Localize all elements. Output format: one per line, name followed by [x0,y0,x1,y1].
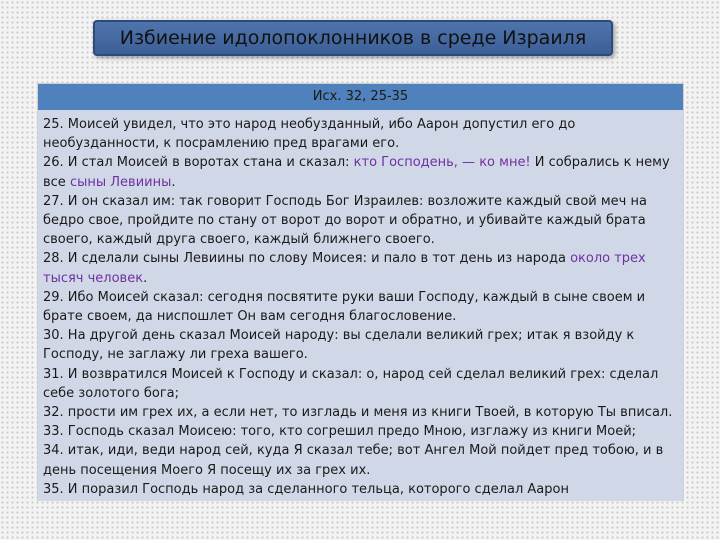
scripture-text [38,110,683,501]
verse-paragraph [43,326,675,364]
scripture-table [37,83,684,501]
verse-paragraph [43,153,675,191]
highlighted-phrase: около трех тысяч человек [43,251,646,286]
verse-text: 33. Господь сказал Моисею: того, кто согрешил предо Мною, изглажу из книги Моей; [43,424,637,440]
verse-text: 26. И стал Моисей в воротах стана и сказал: [43,155,354,171]
verse-paragraph [43,249,675,287]
verse-paragraph [43,422,675,441]
verse-text: 34. итак, иди, веди народ сей, куда Я сказал тебе; вот Ангел Мой пойдет пред тобою, и в день посещения Моего Я посещу их за грех их. [43,443,664,478]
verse-text: И собрались к нему все [43,155,670,190]
verse-text: 28. И сделали сыны Левиины по слову Моисея: и пало в тот день из народа [43,251,571,267]
verse-text: 27. И он сказал им: так говорит Господь Бог Израилев: возложите каждый свой меч на бедро свое, пройдите по стану от ворот до ворот и обратно, и убивайте каждый брата своего, каждый друга своего, каждый ближнего своего. [43,193,647,248]
verse-text: 29. Ибо Моисей сказал: сегодня посвятите руки ваши Господу, каждый в сыне своем и брате своем, да ниспошлет Он вам сегодня благословение. [43,289,646,325]
highlighted-phrase: сыны Левиины [69,174,172,190]
verse-text: 30. На другой день сказал Моисей народу: вы сделали великий грех; итак я взойду к Господу, не заглажу ли греха вашего. [43,328,635,363]
verse-paragraph [43,365,675,403]
verse-paragraph [43,115,675,153]
verse-text: . [143,270,148,286]
verse-paragraph [43,192,675,250]
verse-paragraph [43,441,675,479]
verse-text: 31. И возвратился Моисей к Господу и сказал: о, народ сей сделал великий грех: сделал себе золотого бога; [43,366,659,401]
verse-text: 35. И поразил Господь народ за сделанного тельца, которого сделал Аарон [43,481,569,497]
highlighted-phrase: кто Господень, — ко мне! [353,155,531,171]
verse-paragraph [43,288,675,326]
verse-paragraph [43,403,675,422]
verse-text: 32. прости им грех их, а если нет, то изгладь и меня из книги Твоей, в которую Ты вписал. [43,405,673,421]
verse-paragraph [43,480,675,499]
slide-title: Избиение идолопоклонников в среде Израиля [93,20,613,56]
table-header: Исх. 32, 25-35 [38,84,683,110]
verse-text: 25. Моисей увидел, что это народ необузданный, ибо Аарон допустил его до необузданности, к посрамлению пред врагами его. [43,117,576,152]
verse-text: . [171,174,176,190]
